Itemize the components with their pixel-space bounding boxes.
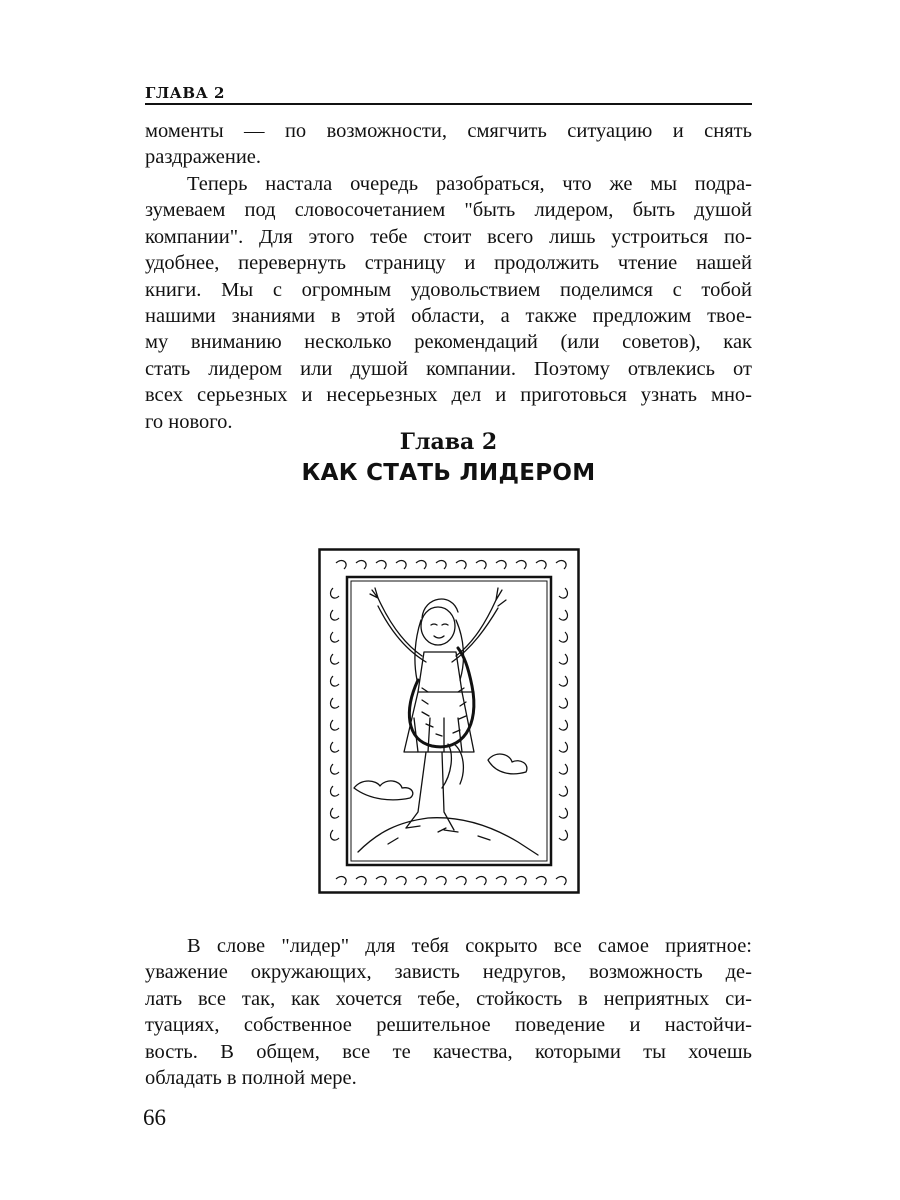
text-line: всех серьезных и несерьезных дел и приготовься узнать мно- bbox=[145, 384, 752, 407]
paragraph-leader bbox=[145, 933, 752, 1091]
text-line: туациях, собственное решительное поведение и настойчи- bbox=[145, 1014, 752, 1037]
girl-figure bbox=[354, 588, 538, 855]
text-line: Теперь настала очередь разобраться, что же мы подра- bbox=[187, 173, 752, 195]
paragraph-intro bbox=[145, 171, 752, 435]
text-line: раздражение. bbox=[145, 146, 262, 169]
paragraph-continued bbox=[145, 118, 752, 171]
text-line: лать все так, как хочется тебе, стойкость в неприятных си- bbox=[145, 987, 752, 1010]
page-number: 66 bbox=[143, 1105, 166, 1130]
chapter-title: КАК СТАТЬ ЛИДЕРОМ bbox=[301, 460, 596, 486]
text-line: го нового. bbox=[145, 410, 233, 433]
chapter-illustration bbox=[318, 548, 580, 894]
running-head: ГЛАВА 2 bbox=[145, 84, 225, 102]
text-line: уважение окружающих, зависть недругов, возможность де- bbox=[145, 961, 752, 984]
text-line: нашими знаниями в этой области, а также предложим твое- bbox=[145, 305, 752, 328]
text-line: моменты — по возможности, смягчить ситуацию и снять bbox=[145, 120, 752, 142]
chapter-number: Глава 2 bbox=[399, 429, 498, 455]
text-line: компании". Для этого тебе стоит всего лишь устроиться по- bbox=[145, 225, 752, 248]
header-rule bbox=[145, 103, 752, 105]
text-line: стать лидером или душой компании. Поэтому отвлекись от bbox=[145, 357, 752, 380]
text-line: обладать в полной мере. bbox=[145, 1067, 357, 1090]
text-line: удобнее, перевернуть страницу и продолжить чтение нашей bbox=[145, 252, 752, 275]
text-line: вость. В общем, все те качества, которыми ты хочешь bbox=[145, 1040, 752, 1063]
text-line: му вниманию несколько рекомендаций (или советов), как bbox=[145, 331, 752, 354]
text-line: В слове "лидер" для тебя сокрыто все самое приятное: bbox=[187, 935, 752, 957]
text-line: зумеваем под словосочетанием "быть лидером, быть душой bbox=[145, 199, 752, 222]
text-line: книги. Мы с огромным удовольствием поделимся с тобой bbox=[145, 278, 752, 301]
